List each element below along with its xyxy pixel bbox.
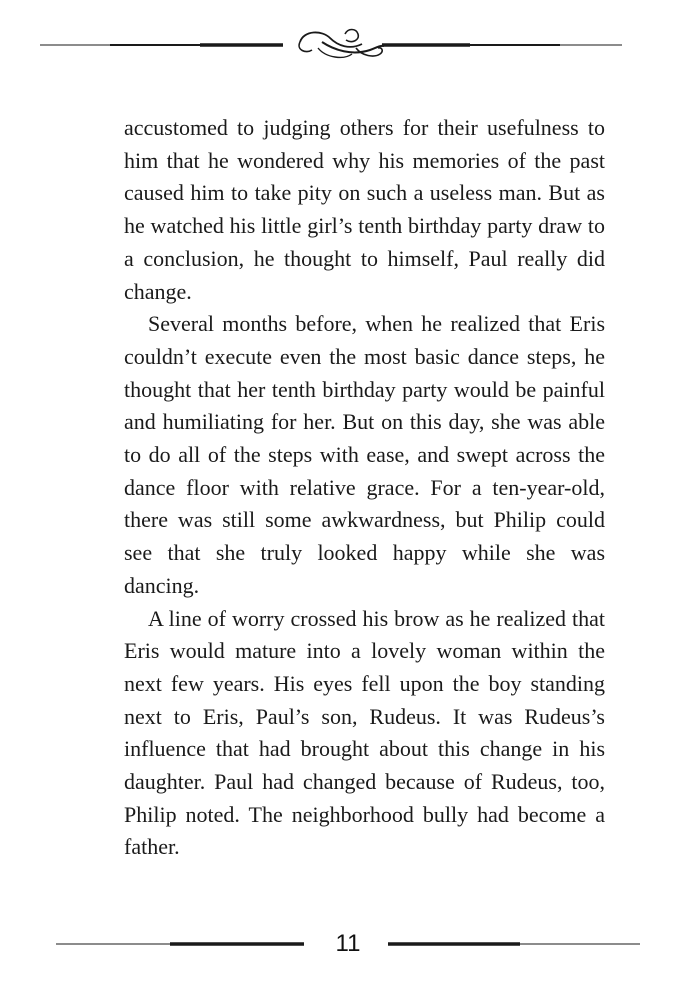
header-ornament [0, 20, 700, 80]
paragraph-2: Several months before, when he realized that Eris couldn’t execute even the most basic dance steps, he thought that her tenth birthday party would be painful and humiliating for her. But on this day, she was able to do all of the steps with ease, and swept across the dance floor with relative grace. For a ten-year-old, there was still some awkwardness, but Philip could see that she truly looked happy while she was dancing. [124, 311, 605, 598]
flourish-ornament-icon [0, 20, 700, 80]
paragraph-3: A line of worry crossed his brow as he realized that Eris would mature into a lovely woman within the next few years. His eyes fell upon the boy standing next to Eris, Paul’s son, Rudeus. It was Rudeus’s influence that had brought about this change in his daughter. Paul had changed because of Rudeus, too, Philip noted. The neighborhood bully had become a father. [124, 605, 605, 860]
page-body [124, 112, 605, 864]
page-footer [0, 920, 700, 970]
page-number: 11 [335, 930, 361, 957]
paragraph-1: accustomed to judging others for their usefulness to him that he wondered why his memories of the past caused him to take pity on such a useless man. But as he watched his little girl’s tenth birthday party draw to a conclusion, he thought to himself, Paul really did change. [124, 115, 605, 304]
